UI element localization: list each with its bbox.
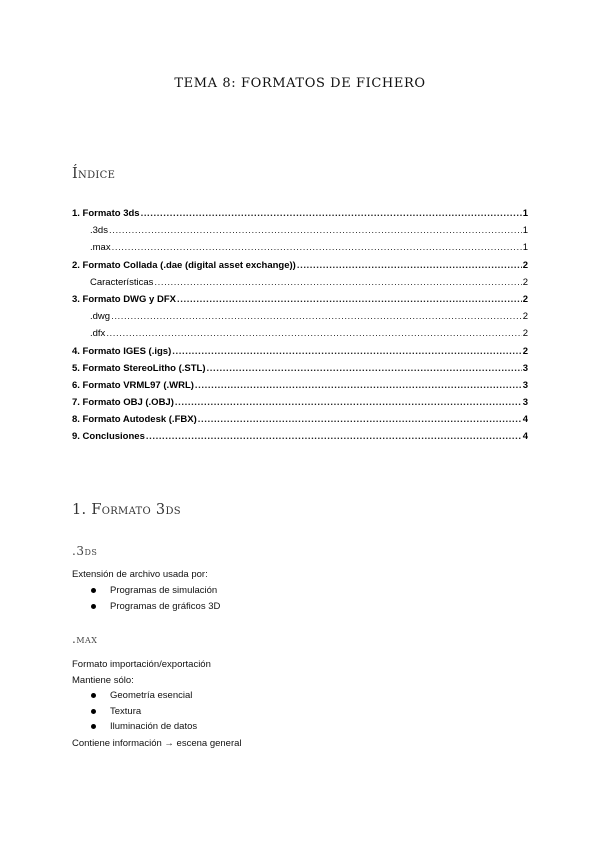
- toc-label: 1. Formato 3ds: [72, 208, 140, 219]
- list-item-text: Iluminación de datos: [110, 721, 198, 733]
- toc-entry-formato-dwg-dfx[interactable]: [72, 291, 528, 308]
- paragraph-3ds-intro: Extensión de archivo usada por:: [72, 569, 208, 580]
- toc-leader: [172, 343, 521, 360]
- toc-entry-formato-collada[interactable]: [72, 257, 528, 274]
- toc-entry-formato-iges[interactable]: [72, 343, 528, 360]
- bullet-icon: [91, 709, 96, 714]
- list-item: [90, 688, 197, 704]
- toc-label: 4. Formato IGES (.igs): [72, 345, 172, 357]
- toc-entry-formato-fbx[interactable]: [72, 411, 528, 428]
- toc-page: 1: [522, 208, 528, 219]
- toc-page: 3: [522, 362, 528, 374]
- toc-entry-formato-stl[interactable]: [72, 360, 528, 377]
- toc-label: 2. Formato Collada (.dae (digital asset exchange)): [72, 259, 296, 271]
- list-item-text: Geometría esencial: [110, 690, 193, 701]
- toc-label: 5. Formato StereoLitho (.STL): [72, 362, 206, 374]
- list-item-text: Programas de simulación: [110, 585, 218, 596]
- index-heading: Índice: [72, 166, 116, 182]
- bullet-icon: [91, 604, 96, 609]
- bullet-list-max: [90, 688, 197, 735]
- toc-leader: [207, 360, 522, 377]
- toc-page: 2: [522, 311, 528, 323]
- toc-entry-formato-obj[interactable]: [72, 394, 528, 411]
- list-item: [90, 583, 220, 599]
- bullet-icon: [91, 724, 96, 729]
- toc-label: 6. Formato VRML97 (.WRL): [72, 379, 194, 391]
- toc-page: 2: [522, 259, 528, 271]
- toc-page: 1: [522, 242, 528, 254]
- bullet-list-3ds: [90, 583, 220, 614]
- toc-page: 1: [522, 225, 528, 237]
- toc-label: .max: [90, 242, 111, 254]
- toc-entry-dwg[interactable]: [72, 308, 528, 325]
- toc-entry-formato-3ds[interactable]: [72, 205, 528, 222]
- toc-page: 3: [522, 397, 528, 409]
- toc-entry-max[interactable]: [72, 239, 528, 256]
- toc-page: 2: [522, 328, 528, 340]
- section-heading-formato-3ds: 1. Formato 3ds: [72, 502, 181, 518]
- toc-leader: [111, 308, 522, 325]
- toc-entry-conclusiones[interactable]: [72, 428, 528, 445]
- list-item: [90, 599, 220, 615]
- toc-entry-dfx[interactable]: [72, 325, 528, 342]
- subsection-heading-max: .max: [72, 632, 98, 646]
- toc-label: .dfx: [90, 328, 106, 340]
- table-of-contents: [72, 205, 528, 446]
- toc-leader: [109, 222, 522, 239]
- toc-entry-3ds[interactable]: [72, 222, 528, 239]
- toc-leader: [106, 325, 521, 342]
- toc-leader: [146, 428, 522, 445]
- list-item: [90, 704, 197, 720]
- toc-entry-formato-vrml97[interactable]: [72, 377, 528, 394]
- toc-label: 8. Formato Autodesk (.FBX): [72, 414, 197, 426]
- toc-entry-caracteristicas[interactable]: [72, 274, 528, 291]
- toc-label: 7. Formato OBJ (.OBJ): [72, 397, 174, 409]
- paragraph-max-line2: Mantiene sólo:: [72, 675, 134, 686]
- toc-leader: [154, 274, 521, 291]
- toc-leader: [198, 411, 522, 428]
- bullet-icon: [91, 588, 96, 593]
- toc-leader: [175, 394, 522, 411]
- toc-page: 2: [522, 345, 528, 357]
- toc-label: .3ds: [90, 225, 108, 237]
- list-item-text: Textura: [110, 705, 142, 717]
- toc-page: 4: [522, 414, 528, 426]
- list-item-text: Programas de gráficos 3D: [110, 600, 221, 612]
- document-title: TEMA 8: FORMATOS DE FICHERO: [174, 76, 426, 91]
- paragraph-max-line1: Formato importación/exportación: [72, 659, 211, 670]
- toc-page: 4: [522, 431, 528, 443]
- toc-page: 3: [522, 379, 528, 391]
- toc-label: 3. Formato DWG y DFX: [72, 293, 176, 305]
- toc-page: 2: [522, 293, 528, 305]
- toc-leader: [195, 377, 522, 394]
- toc-leader: [112, 239, 522, 256]
- bullet-icon: [91, 693, 96, 698]
- list-item: [90, 719, 197, 735]
- subsection-heading-3ds: .3ds: [72, 544, 98, 558]
- paragraph-max-line3: Contiene información → escena general: [72, 738, 242, 749]
- toc-page: 2: [522, 276, 528, 288]
- toc-leader: [297, 257, 522, 274]
- toc-label: Características: [90, 276, 154, 288]
- toc-label: 9. Conclusiones: [72, 431, 145, 443]
- toc-label: .dwg: [90, 311, 111, 323]
- toc-leader: [177, 291, 522, 308]
- toc-leader: [141, 205, 522, 222]
